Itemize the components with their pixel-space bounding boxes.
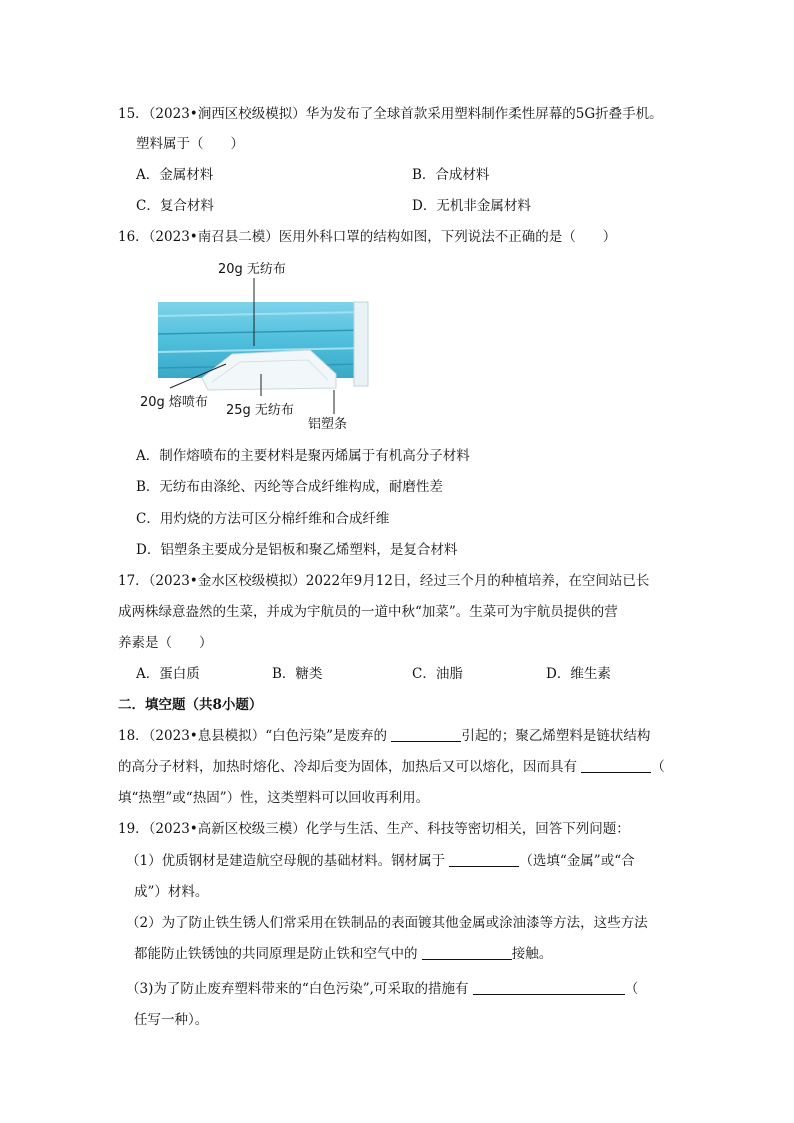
q18-text-1a: 18．（2023•息县模拟）“白色污染”是废弃的 <box>118 728 388 744</box>
q19-blank-1[interactable] <box>449 851 519 867</box>
q19-part2-line2 <box>134 944 552 964</box>
q18-line1 <box>118 726 650 746</box>
q19-blank-3[interactable] <box>473 979 625 995</box>
label-nonwoven-20g: 20g 无纺布 <box>218 262 286 277</box>
q15-option-b: B．合成材料 <box>412 167 490 183</box>
mask-diagram <box>140 256 380 436</box>
q19-part3-line2: 任写一种）。 <box>134 1012 209 1028</box>
q18-text-1b: 引起的；聚乙烯塑料是链状结构 <box>461 728 651 744</box>
q15-stem-line2: 塑料属于（ ） <box>136 136 244 152</box>
edge-strip <box>354 302 368 386</box>
q19-part1-line2: 成”）材料。 <box>134 884 209 900</box>
q16-option-a: A．制作熔喷布的主要材料是聚丙烯属于有机高分子材料 <box>136 448 470 464</box>
q15-option-a: A．金属材料 <box>136 167 214 183</box>
mask-structure-figure <box>140 256 380 436</box>
q16-option-c: C．用灼烧的方法可区分棉纤维和合成纤维 <box>136 511 390 527</box>
q18-text-2a: 的高分子材料，加热时熔化、冷却后变为固体，加热后又可以熔化，因而具有 <box>118 759 577 775</box>
q17-stem-line2: 成两株绿意盎然的生菜，并成为宇航员的一道中秋“加菜”。生菜可为宇航员提供的营 <box>118 604 618 620</box>
q18-blank-1[interactable] <box>391 726 461 742</box>
q19-blank-2[interactable] <box>422 944 512 960</box>
q15-option-d: D．无机非金属材料 <box>412 198 531 214</box>
label-aluminum-strip: 铝塑条 <box>308 417 348 432</box>
q17-option-c: C．油脂 <box>412 666 463 682</box>
q17-stem-line1: 17．（2023•金水区校级模拟）2022年9月12日，经过三个月的种植培养，在空间站已长 <box>118 573 650 589</box>
q17-option-d: D．维生素 <box>546 666 611 682</box>
q19-text-3a: （3)为了防止废弃塑料带来的“白色污染”,可采取的措施有 <box>126 981 469 997</box>
q15-option-c: C．复合材料 <box>136 198 214 214</box>
q18-line2 <box>118 757 665 777</box>
q19-part3-line1 <box>126 979 638 999</box>
q17-stem-line3: 养素是（ ） <box>118 635 213 651</box>
q18-blank-2[interactable] <box>581 757 651 773</box>
q16-option-d: D．铝塑条主要成分是铝板和聚乙烯塑料，是复合材料 <box>136 542 458 558</box>
q19-text-1b: （选填“金属”或“合 <box>519 853 635 869</box>
q19-text-1a: （1）优质钢材是建造航空母舰的基础材料。钢材属于 <box>126 853 446 869</box>
q15-stem-line1: 15．（2023•涧西区校级模拟）华为发布了全球首款采用塑料制作柔性屏幕的5G折叠手机。 <box>118 106 663 122</box>
q19-part2-line1: （2）为了防止铁生锈人们常采用在铁制品的表面镀其他金属或涂油漆等方法，这些方法 <box>126 915 648 931</box>
q19-text-2c: 接触。 <box>511 946 553 962</box>
label-nonwoven-25g: 25g 无纺布 <box>226 403 294 418</box>
q19-text-3b: （ <box>624 981 639 997</box>
q18-line3: 填“热塑”或“热固”）性，这类塑料可以回收再利用。 <box>118 790 430 806</box>
q17-option-a: A．蛋白质 <box>136 666 200 682</box>
q19-text-2b: 都能防止铁锈蚀的共同原理是防止铁和空气中的 <box>134 946 418 962</box>
q18-text-2b: （ <box>651 759 665 775</box>
q16-option-b: B．无纺布由涤纶、丙纶等合成纤维构成，耐磨性差 <box>136 479 443 495</box>
q19-part1-line1 <box>126 851 635 871</box>
label-meltblown: 20g 熔喷布 <box>140 395 208 410</box>
section-title: 二．填空题（共8小题） <box>118 697 263 713</box>
q16-stem: 16．（2023•南召县二模）医用外科口罩的结构如图，下列说法不正确的是（ ） <box>118 229 617 245</box>
q17-option-b: B．糖类 <box>272 666 323 682</box>
q19-stem: 19．（2023•高新区校级三模）化学与生活、生产、科技等密切相关，回答下列问题： <box>118 821 630 837</box>
